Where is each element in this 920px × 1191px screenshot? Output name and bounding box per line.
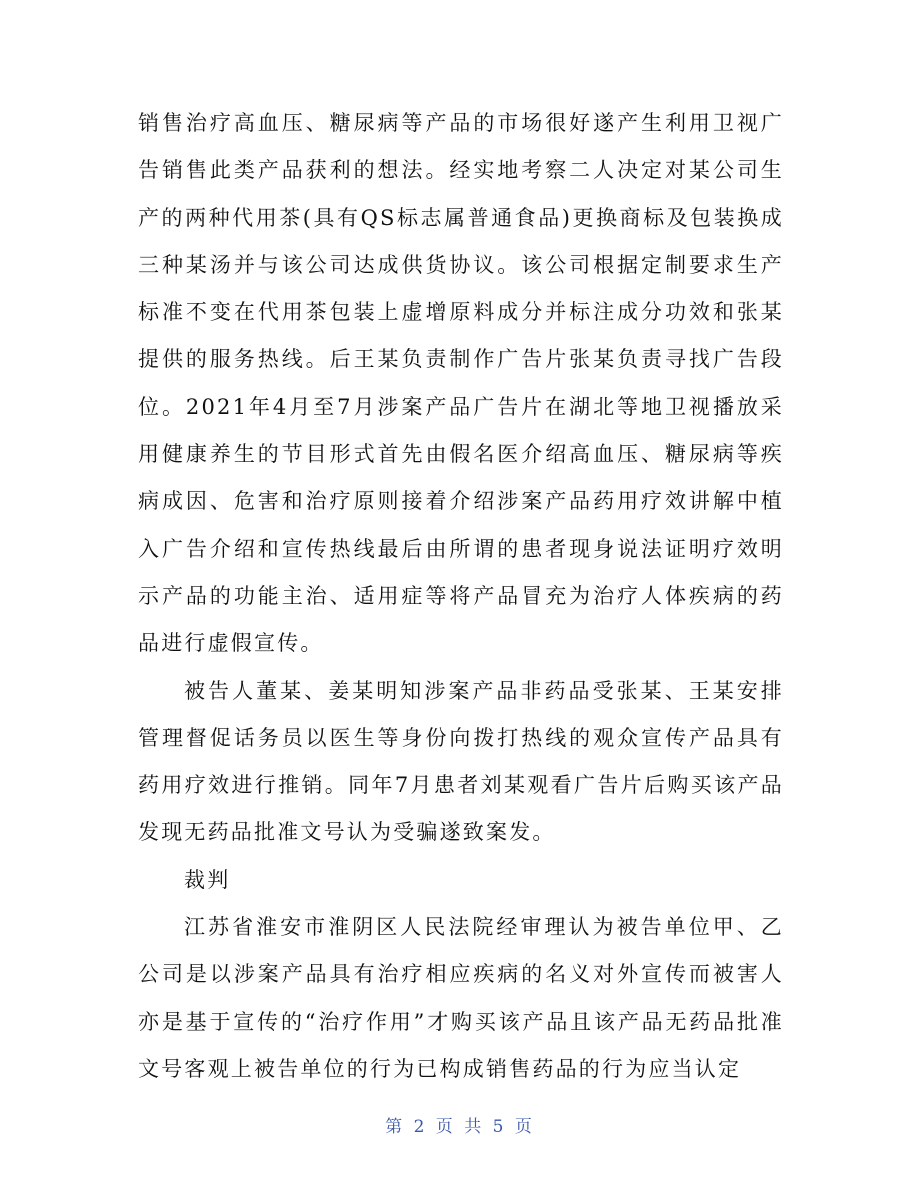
document-body xyxy=(138,100,784,1093)
paragraph-case-facts: 销售治疗高血压、糖尿病等产品的市场很好遂产生利用卫视广告销售此类产品获利的想法。经实地考察二人决定对某公司生产的两种代用茶(具有QS标志属普通食品)更换商标及包装换成三种某汤并与该公司达成供货协议。该公司根据定制要求生产标准不变在代用茶包装上虚增原料成分并标注成分功效和张某提供的服务热线。后王某负责制作广告片张某负责寻找广告段位。2021年4月至7月涉案产品广告片在湖北等地卫视播放采用健康养生的节目形式首先由假名医介绍高血压、糖尿病等疾病成因、危害和治疗原则接着介绍涉案产品药用疗效讲解中植入广告介绍和宣传热线最后由所谓的患者现身说法证明疗效明示产品的功能主治、适用症等将产品冒充为治疗人体疾病的药品进行虚假宣传。 xyxy=(138,111,784,656)
page-number-footer: 第 2 页 共 5 页 xyxy=(385,1117,535,1137)
paragraph-judgment: 江苏省淮安市淮阴区人民法院经审理认为被告单位甲、乙公司是以涉案产品具有治疗相应疾病的名义对外宣传而被害人亦是基于宣传的“治疗作用”才购买该产品且该产品无药品批准文号客观上被告单位的行为已构成销售药品的行为应当认定 xyxy=(138,915,784,1081)
section-heading-judgment: 裁判 xyxy=(184,867,231,892)
paragraph-defendants: 被告人董某、姜某明知涉案产品非药品受张某、王某安排管理督促话务员以医生等身份向拨打热线的观众宣传产品具有药用疗效进行推销。同年7月患者刘某观看广告片后购买该产品发现无药品批准文号认为受骗遂致案发。 xyxy=(138,678,784,845)
